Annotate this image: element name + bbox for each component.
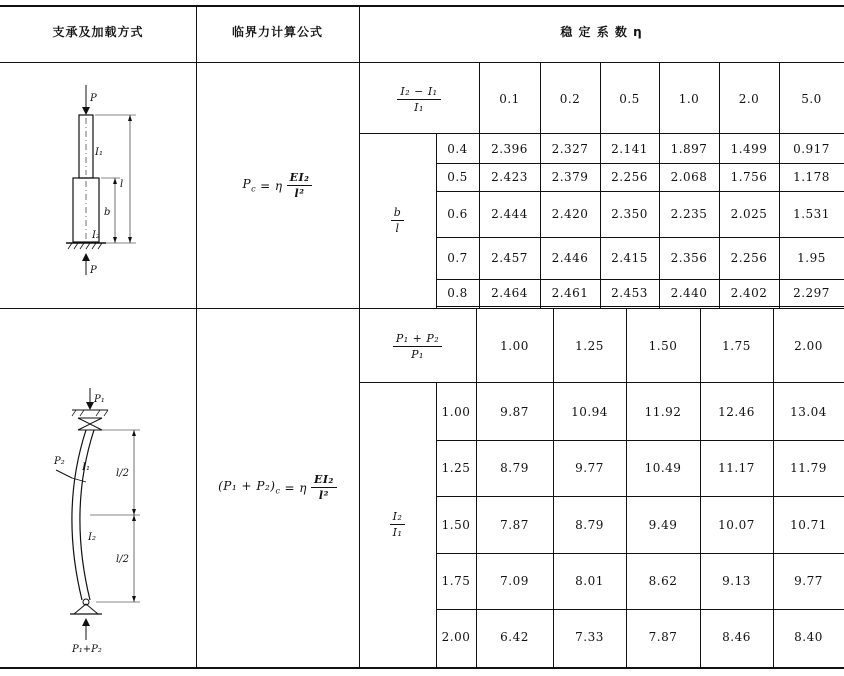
section2-column-header: 1.75: [722, 339, 751, 353]
grid-vline: [553, 308, 554, 667]
section2-value-cell: 10.07: [718, 517, 755, 532]
section2-value-cell: 8.79: [500, 461, 529, 475]
section1-value-cell: 2.446: [551, 251, 589, 265]
section2-value-cell: 7.87: [500, 517, 529, 532]
grid-vline: [196, 5, 197, 667]
section1-value-cell: 2.440: [670, 285, 708, 300]
section1-value-cell: 1.95: [797, 251, 826, 265]
section2-value-cell: 7.87: [648, 630, 678, 644]
section1-value-cell: 2.415: [611, 251, 648, 265]
section2-value-cell: 8.79: [575, 517, 604, 532]
section1-diagram: [0, 63, 196, 308]
section2-row-key: 1.00: [441, 404, 471, 419]
grid-vline: [626, 308, 627, 667]
section1-row-key: 0.4: [447, 141, 468, 156]
section1-param-label: $\frac{\text{I₂ − I₁}}{\text{I₁}}$: [359, 66, 479, 132]
grid-vline: [479, 62, 480, 308]
label-l: l: [120, 179, 124, 190]
label-i1-s2: I₁: [82, 462, 90, 473]
grid-hline: [0, 62, 844, 63]
section2-row-key: 1.50: [441, 517, 471, 532]
label-i1: I₁: [95, 147, 103, 158]
grid-hline: [436, 553, 844, 554]
label-i2: I₂: [92, 230, 100, 241]
section2-value-cell: 8.46: [722, 630, 751, 644]
grid-vline: [436, 133, 437, 308]
section2-value-cell: 11.17: [718, 461, 755, 475]
section1-value-cell: 2.402: [730, 285, 768, 300]
section1-value-cell: 2.327: [551, 141, 589, 156]
section2-param-label: $\frac{\text{P₁ + P₂}}{\text{P₁}}$: [359, 310, 476, 382]
section1-value-cell: 2.141: [611, 141, 648, 156]
grid-hline: [0, 5, 844, 7]
grid-hline: [0, 667, 844, 669]
section1-value-cell: 0.917: [793, 141, 830, 156]
section1-value-cell: 1.178: [793, 170, 830, 184]
section1-value-cell: 2.461: [551, 285, 589, 300]
label-half-l-bottom: l/2: [116, 554, 129, 565]
label-p-top: P: [90, 93, 97, 104]
label-half-l-top: l/2: [116, 468, 129, 479]
grid-hline: [436, 306, 844, 307]
section1-row-label: $\frac{b}{l}$: [359, 134, 436, 306]
section2-value-cell: 9.87: [500, 404, 529, 419]
section2-value-cell: 7.09: [500, 574, 529, 588]
label-p1: P₁: [94, 394, 105, 405]
section2-row-label: $\frac{\text{I₂}}{\text{I₁}}$: [359, 383, 436, 665]
section1-value-cell: 2.453: [611, 285, 648, 300]
section1-column-header: 0.2: [559, 92, 581, 106]
grid-hline: [359, 382, 844, 383]
section2-diagram: [0, 310, 196, 665]
section1-value-cell: 2.379: [551, 170, 589, 184]
grid-vline: [659, 62, 660, 308]
grid-hline: [436, 279, 844, 280]
formula-p1p2c: $(P_1 + P_2)_c$ = η $\frac{\text{EI₂}}{\text{l²}}$: [218, 473, 337, 502]
section1-value-cell: 1.897: [670, 141, 708, 156]
section2-row-key: 2.00: [441, 630, 471, 644]
section1-row-key: 0.8: [447, 285, 468, 300]
grid-vline: [719, 62, 720, 308]
section1-value-cell: 2.297: [793, 285, 830, 300]
grid-hline: [436, 496, 844, 497]
section1-value-cell: 2.464: [491, 285, 528, 300]
section1-column-header: 1.0: [678, 92, 700, 106]
section1-row-key: 0.6: [447, 207, 468, 221]
section2-value-cell: 13.04: [790, 404, 827, 419]
section1-value-cell: 2.457: [491, 251, 528, 265]
section1-value-cell: 1.499: [730, 141, 768, 156]
section2-value-cell: 9.77: [794, 574, 823, 588]
formula-pc: $P_c$ = η $\frac{\text{EI₂}}{\text{l²}}$: [243, 171, 313, 200]
section1-row-key: 0.5: [447, 170, 468, 184]
header-stability-coefficient: 稳 定 系 数 η: [560, 24, 643, 39]
section1-value-cell: 2.256: [611, 170, 648, 184]
section2-value-cell: 9.77: [575, 461, 604, 475]
section1-value-cell: 2.444: [491, 207, 528, 221]
grid-hline: [436, 237, 844, 238]
section1-value-cell: 2.256: [730, 251, 768, 265]
section2-value-cell: 8.62: [648, 574, 678, 588]
grid-vline: [779, 62, 780, 308]
column-pinned-diagram: [0, 310, 196, 665]
section2-column-header: 2.00: [794, 339, 823, 353]
grid-hline: [436, 163, 844, 164]
section1-value-cell: 2.396: [491, 141, 528, 156]
grid-vline: [436, 382, 437, 667]
section1-formula: [196, 63, 359, 308]
section2-value-cell: 6.42: [500, 630, 529, 644]
section1-value-cell: 2.350: [611, 207, 648, 221]
grid-hline: [359, 133, 844, 134]
section1-value-cell: 2.423: [491, 170, 528, 184]
label-p1p2: P₁+P₂: [72, 644, 102, 655]
section2-row-key: 1.75: [441, 574, 471, 588]
section1-value-cell: 2.420: [551, 207, 589, 221]
section1-column-header: 5.0: [801, 92, 822, 106]
header-support-loading: 支承及加载方式: [52, 24, 144, 39]
grid-vline: [600, 62, 601, 308]
section1-value-cell: 1.756: [730, 170, 768, 184]
section2-value-cell: 8.40: [794, 630, 823, 644]
grid-hline: [436, 609, 844, 610]
header-critical-force-formula: 临界力计算公式: [231, 24, 323, 39]
section1-value-cell: 2.356: [670, 251, 708, 265]
section2-column-header: 1.25: [575, 339, 604, 353]
label-b: b: [104, 207, 111, 218]
section2-value-cell: 11.92: [644, 404, 682, 419]
section2-value-cell: 10.49: [644, 461, 682, 475]
section1-row-key: 0.7: [447, 251, 468, 265]
section2-value-cell: 10.71: [790, 517, 827, 532]
section2-row-key: 1.25: [441, 461, 471, 475]
grid-vline: [540, 62, 541, 308]
grid-hline: [0, 308, 844, 309]
section2-column-header: 1.50: [648, 339, 678, 353]
label-p2: P₂: [54, 456, 65, 467]
section1-value-cell: 2.068: [670, 170, 708, 184]
section1-column-header: 0.1: [499, 92, 520, 106]
section1-column-header: 2.0: [738, 92, 760, 106]
grid-vline: [773, 308, 774, 667]
section2-value-cell: 12.46: [718, 404, 755, 419]
grid-vline: [700, 308, 701, 667]
section1-value-cell: 1.531: [793, 207, 830, 221]
section2-formula: [196, 310, 359, 665]
section2-value-cell: 11.79: [790, 461, 827, 475]
grid-vline: [359, 5, 360, 667]
section2-value-cell: 7.33: [575, 630, 604, 644]
section2-column-header: 1.00: [500, 339, 529, 353]
grid-vline: [476, 308, 477, 667]
label-p-bottom: P: [90, 265, 97, 276]
grid-hline: [436, 191, 844, 192]
grid-hline: [436, 440, 844, 441]
label-i2-s2: I₂: [88, 532, 96, 543]
section2-value-cell: 10.94: [571, 404, 608, 419]
stepped-column-diagram: [0, 63, 196, 308]
section1-value-cell: 2.025: [730, 207, 768, 221]
section2-value-cell: 8.01: [575, 574, 604, 588]
section2-value-cell: 9.49: [648, 517, 678, 532]
section2-value-cell: 9.13: [722, 574, 751, 588]
section1-column-header: 0.5: [619, 92, 640, 106]
section1-value-cell: 2.235: [670, 207, 708, 221]
